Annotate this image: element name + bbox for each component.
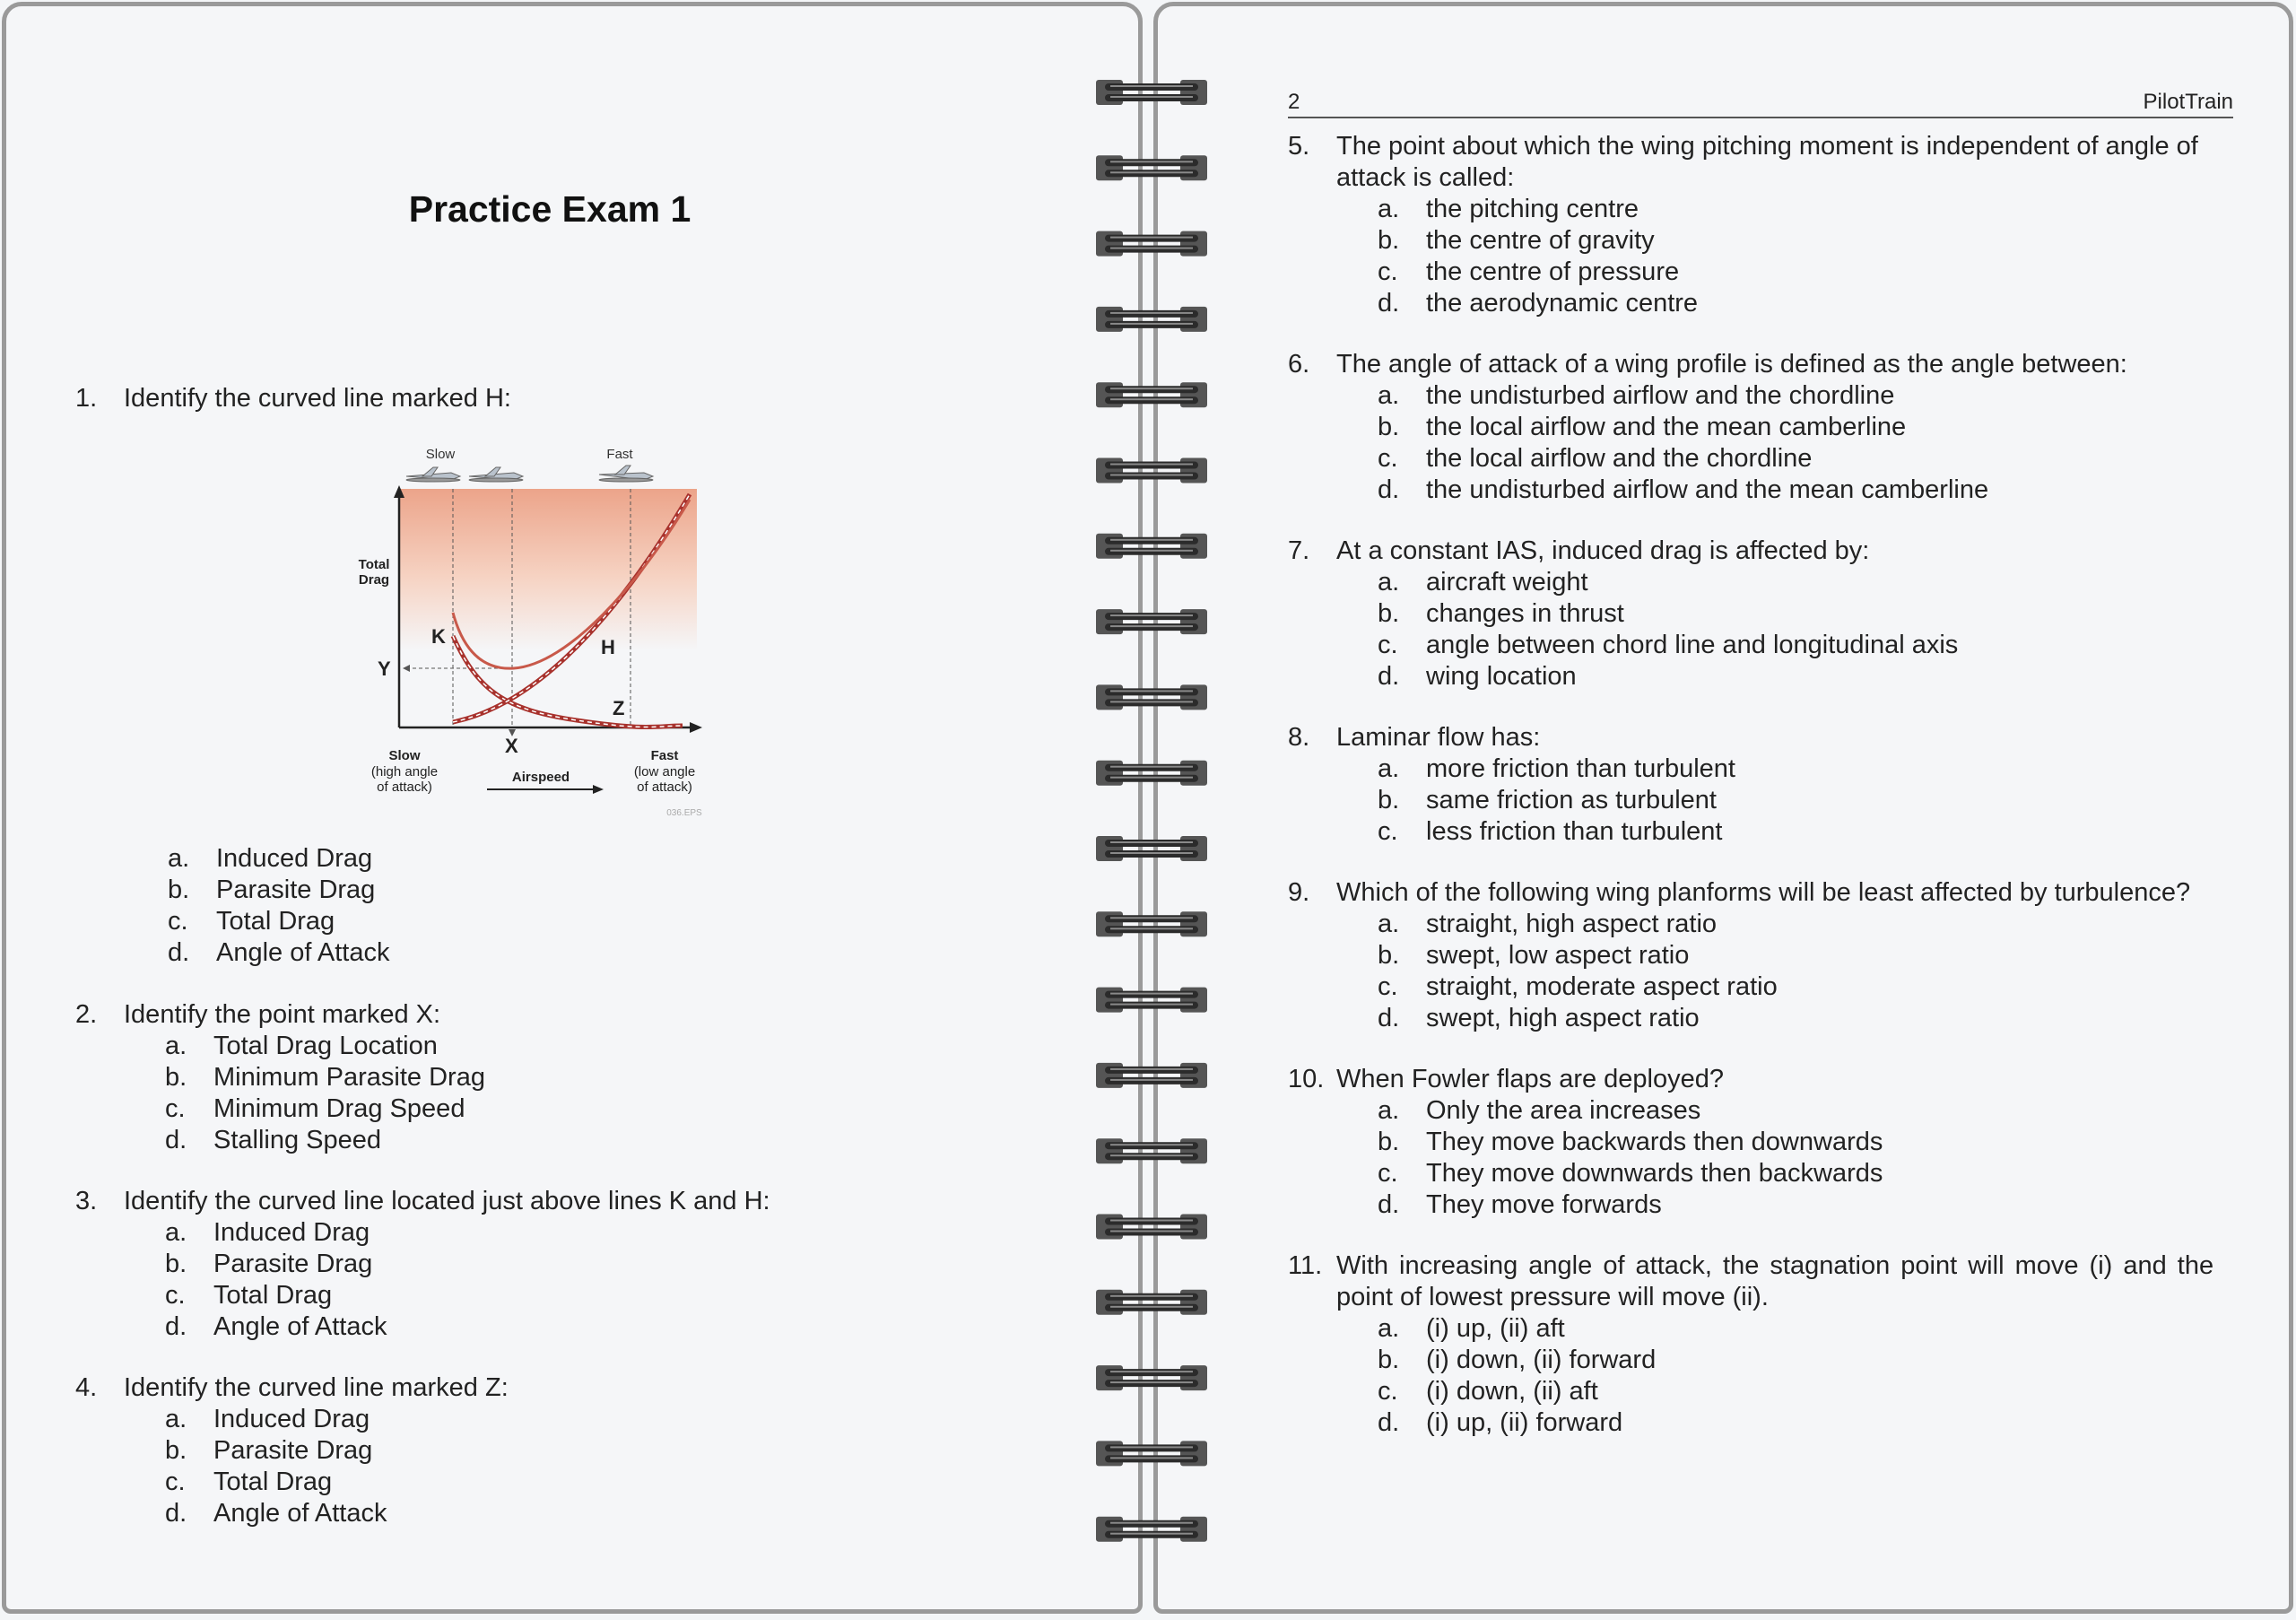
spiral-ring: [1096, 382, 1207, 407]
question-number: 6.: [1288, 350, 1310, 379]
option-letter: c.: [165, 1281, 186, 1310]
spiral-ring: [1096, 155, 1207, 180]
question-stem: Identify the curved line marked H:: [124, 384, 511, 413]
question-number: 1.: [75, 384, 98, 413]
option-letter: b.: [168, 875, 190, 904]
option-letter: d.: [1378, 1408, 1400, 1437]
spiral-ring: [1096, 988, 1207, 1013]
option-text: Induced Drag: [213, 1218, 370, 1247]
aircraft-icon: [469, 467, 523, 482]
question-number: 5.: [1288, 132, 1310, 161]
spiral-ring: [1096, 231, 1207, 257]
label-h: H: [601, 636, 615, 658]
question-stem: Which of the following wing planforms will be least affected by turbulence?: [1336, 878, 2191, 907]
option-letter: a.: [165, 1032, 187, 1060]
option-letter: c.: [1378, 1377, 1398, 1406]
option-text: Induced Drag: [213, 1405, 370, 1433]
option-text: aircraft weight: [1426, 568, 1588, 597]
aircraft-icon: [406, 467, 460, 482]
question-stem: Identify the curved line located just above lines K and H:: [124, 1187, 770, 1215]
question-stem-continued: point of lowest pressure will move (ii).: [1336, 1283, 1769, 1311]
spiral-ring: [1096, 1215, 1207, 1240]
option-letter: d.: [1378, 662, 1400, 691]
option-letter: a.: [168, 844, 190, 873]
option-text: the aerodynamic centre: [1426, 289, 1699, 318]
drag-curve-diagram: [344, 440, 729, 826]
y-axis-label-line2: Drag: [358, 572, 390, 588]
option-text: They move forwards: [1426, 1190, 1662, 1219]
option-text: Parasite Drag: [213, 1436, 373, 1465]
question-stem-continued: attack is called:: [1336, 163, 1515, 192]
option-text: They move backwards then downwards: [1426, 1128, 1883, 1156]
spiral-ring: [1096, 534, 1207, 559]
option-letter: c.: [1378, 817, 1398, 846]
label-k: K: [431, 625, 446, 648]
top-fast-label: Fast: [606, 447, 633, 462]
spiral-ring: [1096, 1441, 1207, 1466]
question-number: 10.: [1288, 1065, 1325, 1093]
option-text: Angle of Attack: [213, 1499, 387, 1528]
option-letter: a.: [1378, 910, 1400, 938]
option-letter: b.: [165, 1063, 187, 1092]
option-text: (i) up, (ii) aft: [1426, 1314, 1565, 1343]
option-letter: c.: [1378, 444, 1398, 473]
option-text: Angle of Attack: [213, 1312, 387, 1341]
option-letter: a.: [165, 1218, 187, 1247]
option-text: Minimum Drag Speed: [213, 1094, 465, 1123]
spiral-ring: [1096, 836, 1207, 861]
option-text: changes in thrust: [1426, 599, 1624, 628]
bottom-fast-note: (low angle: [633, 764, 696, 780]
option-letter: b.: [1378, 1128, 1400, 1156]
option-letter: d.: [165, 1312, 187, 1341]
option-letter: c.: [1378, 631, 1398, 659]
spiral-ring: [1096, 609, 1207, 634]
option-letter: d.: [1378, 475, 1400, 504]
option-letter: b.: [165, 1436, 187, 1465]
bottom-slow-note: of attack): [377, 780, 432, 795]
option-letter: d.: [165, 1499, 187, 1528]
option-letter: c.: [1378, 257, 1398, 286]
option-text: Total Drag: [213, 1281, 333, 1310]
spiral-ring: [1096, 458, 1207, 483]
option-text: Total Drag Location: [213, 1032, 438, 1060]
question-number: 9.: [1288, 878, 1310, 907]
spiral-ring: [1096, 80, 1207, 105]
right-page: [1153, 2, 2293, 1614]
option-letter: d.: [1378, 289, 1400, 318]
option-text: less friction than turbulent: [1426, 817, 1723, 846]
question-stem: Identify the point marked X:: [124, 1000, 441, 1029]
question-stem: At a constant IAS, induced drag is affected by:: [1336, 536, 1870, 565]
question-number: 7.: [1288, 536, 1310, 565]
option-text: Only the area increases: [1426, 1096, 1701, 1125]
option-letter: b.: [165, 1250, 187, 1278]
question-stem: Laminar flow has:: [1336, 723, 1541, 752]
option-text: the undisturbed airflow and the mean camberline: [1426, 475, 1989, 504]
option-text: the centre of pressure: [1426, 257, 1680, 286]
question-number: 3.: [75, 1187, 98, 1215]
option-letter: b.: [1378, 599, 1400, 628]
page-title: Practice Exam 1: [408, 188, 691, 230]
option-text: the undisturbed airflow and the chordline: [1426, 381, 1895, 410]
option-letter: c.: [165, 1468, 186, 1496]
option-letter: a.: [1378, 754, 1400, 783]
option-text: Angle of Attack: [216, 938, 390, 967]
option-text: Parasite Drag: [213, 1250, 373, 1278]
question-number: 8.: [1288, 723, 1310, 752]
option-text: They move downwards then backwards: [1426, 1159, 1883, 1188]
label-z: Z: [613, 697, 625, 719]
option-letter: a.: [1378, 568, 1400, 597]
option-text: swept, high aspect ratio: [1426, 1004, 1700, 1032]
option-text: more friction than turbulent: [1426, 754, 1735, 783]
option-text: angle between chord line and longitudinal axis: [1426, 631, 1959, 659]
left-page: [2, 2, 1143, 1614]
page-number: 2: [1288, 90, 1300, 114]
option-text: wing location: [1426, 662, 1577, 691]
y-axis-label-line1: Total: [358, 557, 390, 572]
top-slow-label: Slow: [425, 447, 456, 462]
bottom-fast-label: Fast: [650, 748, 679, 763]
question-stem: With increasing angle of attack, the stagnation point will move (i) and the: [1336, 1251, 2214, 1280]
option-text: straight, high aspect ratio: [1426, 910, 1718, 938]
option-text: swept, low aspect ratio: [1426, 941, 1690, 970]
question-stem: When Fowler flaps are deployed?: [1336, 1065, 1725, 1093]
aircraft-icon: [599, 466, 653, 482]
spiral-ring: [1096, 307, 1207, 332]
spiral-ring: [1096, 911, 1207, 936]
option-letter: a.: [1378, 195, 1400, 223]
option-letter: a.: [1378, 1096, 1400, 1125]
option-letter: d.: [168, 938, 190, 967]
option-text: Parasite Drag: [216, 875, 376, 904]
spiral-ring: [1096, 1063, 1207, 1088]
figure-file-tag: 036.EPS: [666, 808, 702, 818]
option-text: Minimum Parasite Drag: [213, 1063, 485, 1092]
spiral-ring: [1096, 1517, 1207, 1542]
option-letter: a.: [1378, 1314, 1400, 1343]
option-text: (i) down, (ii) forward: [1426, 1346, 1657, 1374]
question-stem: Identify the curved line marked Z:: [124, 1373, 509, 1402]
label-x: X: [505, 735, 518, 757]
label-y: Y: [378, 658, 391, 680]
spiral-ring: [1096, 1138, 1207, 1163]
bottom-fast-note: of attack): [637, 780, 692, 795]
option-text: the local airflow and the chordline: [1426, 444, 1813, 473]
option-letter: b.: [1378, 226, 1400, 255]
option-text: the centre of gravity: [1426, 226, 1655, 255]
option-letter: d.: [165, 1126, 187, 1154]
option-letter: c.: [165, 1094, 186, 1123]
option-text: Total Drag: [213, 1468, 333, 1496]
option-text: Induced Drag: [216, 844, 373, 873]
spiral-ring: [1096, 1365, 1207, 1390]
option-letter: d.: [1378, 1004, 1400, 1032]
question-number: 11.: [1288, 1251, 1323, 1280]
question-stem: The point about which the wing pitching moment is independent of angle of: [1336, 132, 2198, 161]
bottom-slow-note: (high angle: [370, 764, 439, 780]
question-stem: The angle of attack of a wing profile is defined as the angle between:: [1336, 350, 2127, 379]
option-text: same friction as turbulent: [1426, 786, 1717, 814]
spiral-ring: [1096, 684, 1207, 710]
option-letter: c.: [1378, 972, 1398, 1001]
bottom-slow-label: Slow: [388, 748, 421, 763]
option-letter: b.: [1378, 941, 1400, 970]
option-text: Stalling Speed: [213, 1126, 382, 1154]
option-letter: b.: [1378, 413, 1400, 441]
question-number: 2.: [75, 1000, 98, 1029]
option-letter: c.: [168, 907, 188, 936]
option-text: straight, moderate aspect ratio: [1426, 972, 1778, 1001]
option-letter: a.: [165, 1405, 187, 1433]
option-text: (i) down, (ii) aft: [1426, 1377, 1598, 1406]
question-number: 4.: [75, 1373, 98, 1402]
spiral-binding: [1089, 0, 1214, 1620]
spiral-ring: [1096, 761, 1207, 786]
header-rule: [1288, 117, 2233, 118]
option-letter: d.: [1378, 1190, 1400, 1219]
option-text: the pitching centre: [1426, 195, 1639, 223]
brand-label: PilotTrain: [2143, 90, 2233, 114]
option-letter: b.: [1378, 786, 1400, 814]
x-axis-label: Airspeed: [511, 770, 570, 785]
option-text: (i) up, (ii) forward: [1426, 1408, 1623, 1437]
spiral-ring: [1096, 1290, 1207, 1315]
option-letter: a.: [1378, 381, 1400, 410]
option-text: the local airflow and the mean camberline: [1426, 413, 1907, 441]
option-letter: b.: [1378, 1346, 1400, 1374]
option-text: Total Drag: [216, 907, 335, 936]
option-letter: c.: [1378, 1159, 1398, 1188]
